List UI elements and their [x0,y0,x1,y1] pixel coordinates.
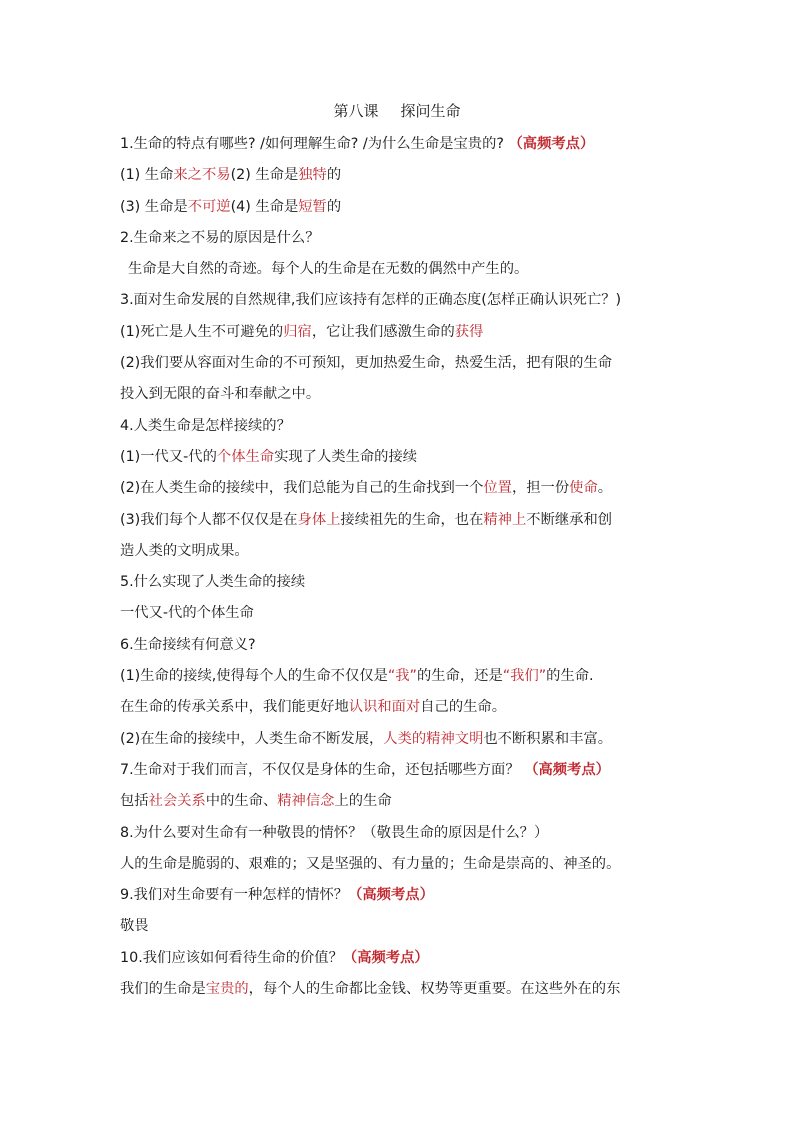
text-line [120,598,685,629]
text-line [120,160,685,191]
text-segment: (2)我们要从容面对生命的不可预知，更加热爱生命，热爱生活，把有限的生命 [120,355,613,372]
text-line [120,974,685,1005]
text-segment: 人的生命是脆弱的、艰难的；又是坚强的、有力量的；生命是崇高的、神圣的。 [120,855,621,872]
text-segment: 3.面对生命发展的自然规律,我们应该持有怎样的正确态度(怎样正确认识死亡？) [120,292,622,309]
text-line [120,348,685,379]
text-line [120,505,685,536]
text-line [120,254,685,285]
keyword-highlight: 人类的精神文明 [383,730,484,747]
high-frequency-tag: （高频考点） [342,949,429,966]
high-frequency-tag: （高频考点） [348,887,434,904]
lesson-name: 探问生命 [400,102,461,120]
text-segment: 5.什么实现了人类生命的接续 [120,574,306,591]
text-segment: 自己的生命。 [420,699,507,716]
text-line [120,473,685,504]
text-segment: (2) 生命是 [230,167,299,184]
text-segment: ，它让我们感激生命的 [311,323,455,340]
keyword-highlight: 社会关系 [148,793,206,810]
keyword-highlight: 位置 [483,480,512,497]
text-line [120,411,685,442]
keyword-highlight: 身体上 [297,511,341,528]
text-segment: 4.人类生命是怎样接续的？ [120,417,291,434]
text-segment: (2)在人类生命的接续中，我们总能为自己的生命找到一个 [120,480,484,497]
text-segment: 的 [326,198,342,215]
text-line [120,849,685,880]
text-segment: 不断继承和创 [526,511,613,528]
text-line [120,192,685,223]
text-segment: 。 [597,480,613,497]
keyword-highlight: 短暂 [298,198,327,215]
text-line [120,661,685,692]
keyword-highlight: “我” [387,668,417,685]
text-line [120,818,685,849]
keyword-highlight: 独特 [298,167,327,184]
keyword-highlight: 宝贵的 [205,981,249,998]
text-segment: (1)生命的接续,使得每个人的生命不仅仅是 [120,668,388,685]
text-segment: 也不断积累和丰富。 [483,730,613,747]
lesson-title [0,100,794,122]
text-line [120,442,685,473]
text-line [120,943,685,974]
text-line [120,223,685,254]
text-line [120,630,685,661]
keyword-highlight: 不可逆 [187,198,231,215]
keyword-highlight: 精神信念 [277,793,335,810]
text-line [120,724,685,755]
text-segment: 实现了人类生命的接续 [274,448,418,465]
text-segment: 2.生命来之不易的原因是什么？ [120,229,320,246]
text-line [120,536,685,567]
keyword-highlight: “我们” [502,668,547,685]
text-segment: 在生命的传承关系中，我们能更好地 [120,699,349,716]
text-line [120,285,685,316]
text-segment: (1)死亡是人生不可避免的 [120,323,284,340]
text-segment: 一代又-代的个体生命 [120,605,254,622]
text-line [120,129,685,160]
keyword-highlight: 精神上 [483,511,527,528]
high-frequency-tag: （高频考点） [508,136,595,152]
high-frequency-tag: （高频考点） [524,761,610,778]
text-segment: ，每个人的生命都比金钱、权势等更重要。在这些外在的东 [248,981,621,998]
text-line [120,911,685,942]
text-line [120,755,685,786]
text-line [120,692,685,723]
text-segment: 生命是大自然的奇迹。每个人的生命是在无数的偶然中产生的。 [128,261,529,278]
keyword-highlight: 个体生命 [216,448,275,465]
text-segment: 造人类的文明成果。 [120,542,249,559]
text-segment: 中的生命、 [205,793,278,810]
text-segment: 接续祖先的生命，也在 [340,511,484,528]
text-segment: 上的生命 [334,793,392,810]
keyword-highlight: 获得 [454,323,484,340]
text-segment: 1.生命的特点有哪些? /如何理解生命? /为什么生命是宝贵的? [120,136,509,152]
text-line [120,880,685,911]
text-segment: (1)一代又-代的 [120,448,217,465]
text-line [120,567,685,598]
text-segment: 投入到无限的奋斗和奉献之中。 [120,386,321,403]
text-segment: 8.为什么要对生命有一种敬畏的情怀？（敬畏生命的原因是什么？） [120,824,549,841]
text-segment: 的 [326,167,342,184]
text-segment: ，担一份 [511,480,570,497]
text-segment: 6.生命接续有何意义? [120,636,256,653]
text-segment: 7.生命对于我们而言，不仅仅是身体的生命，还包括哪些方面？ [120,761,525,778]
text-segment: 敬畏 [120,918,149,935]
text-segment: (2)在生命的接续中，人类生命不断发展， [120,730,384,747]
keyword-highlight: 使命 [569,480,598,497]
keyword-highlight: 认识和面对 [348,699,421,716]
text-segment: 9.我们对生命要有一种怎样的情怀？ [120,887,349,904]
text-segment: 的生命. [546,668,594,685]
text-line [120,786,685,817]
text-line [120,379,685,410]
text-segment: (3) 生命是 [120,198,188,215]
text-segment: 我们的生命是 [120,981,206,998]
keyword-highlight: 来之不易 [173,167,231,184]
lesson-content [120,129,685,1005]
text-line [120,317,685,348]
text-segment: 10.我们应该如何看待生命的价值？ [120,949,343,966]
lesson-number: 第八课 [333,102,379,120]
text-segment: (3)我们每个人都不仅仅是在 [120,511,298,528]
text-segment: 包括 [120,793,149,810]
text-segment: 的生命，还是 [416,668,503,685]
text-segment: (1) 生命 [120,167,174,184]
text-segment: (4) 生命是 [230,198,299,215]
keyword-highlight: 归宿 [283,323,312,340]
